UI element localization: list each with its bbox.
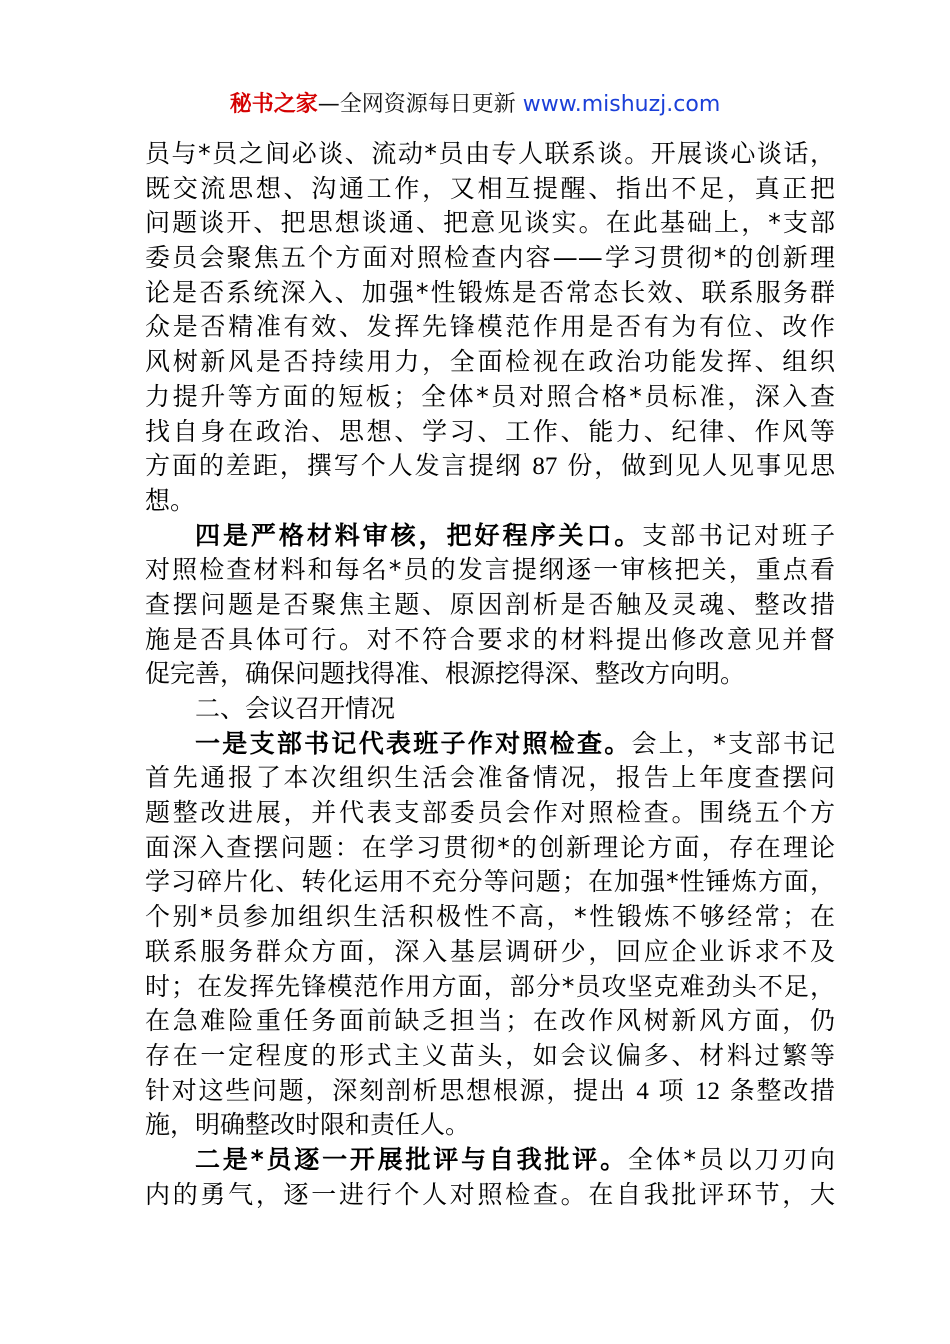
text-line (145, 1143, 835, 1178)
text-segment: 份，做到见人见事见思 (557, 451, 835, 481)
text-segment: 会上，*支部书记 (631, 728, 835, 758)
text-line: 面深入查摆问题：在学习贯彻*的创新理论方面，存在理论 (145, 832, 835, 862)
document-body (145, 137, 835, 1212)
paragraph-material-review (145, 519, 835, 692)
header-tagline: —全网资源每日更新 (317, 92, 523, 117)
text-segment: 支部书记对班子 (642, 520, 835, 550)
text-line: 找自身在政治、思想、学习、工作、能力、纪律、作风等 (145, 416, 835, 446)
text-line: 论是否系统深入、加强*性锻炼是否常态长效、联系服务群 (145, 277, 835, 307)
text-line: 在急难险重任务面前缺乏担当；在改作风树新风方面，仍 (145, 1006, 835, 1036)
text-line: 想。 (145, 485, 196, 515)
paragraph-criticism (145, 1143, 835, 1212)
text-line (145, 519, 835, 554)
text-line: 问题谈开、把思想谈通、把意见谈实。在此基础上，*支部 (145, 208, 835, 238)
text-line: 众是否精准有效、发挥先锋模范作用是否有为有位、改作 (145, 312, 835, 342)
number-value: 87 (532, 453, 558, 481)
text-line: 查摆问题是否聚焦主题、原因剖析是否触及灵魂、整改措 (145, 589, 835, 619)
text-line: 员与*员之间必谈、流动*员由专人联系谈。开展谈心谈话， (145, 139, 835, 168)
site-url-link[interactable]: www.mishuzj.com (522, 92, 721, 117)
text-line (145, 727, 835, 762)
text-line (145, 1074, 835, 1109)
text-line: 促完善，确保问题找得准、根源挖得深、整改方向明。 (145, 659, 746, 689)
text-segment: 条整改措 (720, 1075, 835, 1105)
text-line: 存在一定程度的形式主义苗头，如会议偏多、材料过繁等 (145, 1040, 835, 1070)
paragraph-lead: 二是*员逐一开展批评与自我批评。 (195, 1144, 628, 1174)
text-segment: 针对这些问题，深刻剖析思想根源，提出 (145, 1075, 637, 1105)
text-line: 委员会聚焦五个方面对照检查内容——学习贯彻*的创新理 (145, 243, 835, 273)
text-segment: 项 (648, 1075, 696, 1105)
paragraph-lead: 四是严格材料审核，把好程序关口。 (195, 520, 643, 550)
text-line: 题整改进展，并代表支部委员会作对照检查。围绕五个方 (145, 798, 835, 828)
text-line: 对照检查材料和每名*员的发言提纲逐一审核把关，重点看 (145, 555, 835, 585)
brand-name: 秘书之家 (229, 92, 318, 117)
text-line: 个别*员参加组织生活积极性不高，*性锻炼不够经常；在 (145, 902, 835, 932)
text-line: 力提升等方面的短板；全体*员对照合格*员标准，深入查 (145, 381, 835, 411)
text-segment: 方面的差距，撰写个人发言提纲 (145, 451, 533, 481)
number-value: 12 (695, 1077, 721, 1105)
site-header (0, 89, 950, 121)
text-line: 施，明确整改时限和责任人。 (145, 1110, 471, 1140)
section-heading: 二、会议召开情况 (195, 694, 396, 723)
text-line: 施是否具体可行。对不符合要求的材料提出修改意见并督 (145, 624, 835, 654)
number-value: 4 (636, 1077, 649, 1105)
paragraph-conversation-review (145, 137, 835, 519)
text-line (145, 449, 835, 484)
paragraph-branch-secretary-review (145, 727, 835, 1143)
text-line: 时；在发挥先锋模范作用方面，部分*员攻坚克难劲头不足， (145, 971, 835, 1001)
text-segment: 全体*员以刀刃向 (627, 1144, 835, 1174)
text-line: 首先通报了本次组织生活会准备情况，报告上年度查摆问 (145, 763, 835, 793)
text-line: 联系服务群众方面，深入基层调研少，回应企业诉求不及 (145, 936, 835, 966)
text-line: 内的勇气，逐一进行个人对照检查。在自我批评环节，大 (145, 1179, 835, 1209)
text-line: 风树新风是否持续用力，全面检视在政治功能发挥、组织 (145, 347, 835, 377)
text-line: 学习碎片化、转化运用不充分等问题；在加强*性锤炼方面， (145, 867, 835, 897)
paragraph-lead: 一是支部书记代表班子作对照检查。 (195, 728, 632, 758)
text-line: 既交流思想、沟通工作，又相互提醒、指出不足，真正把 (145, 173, 835, 203)
